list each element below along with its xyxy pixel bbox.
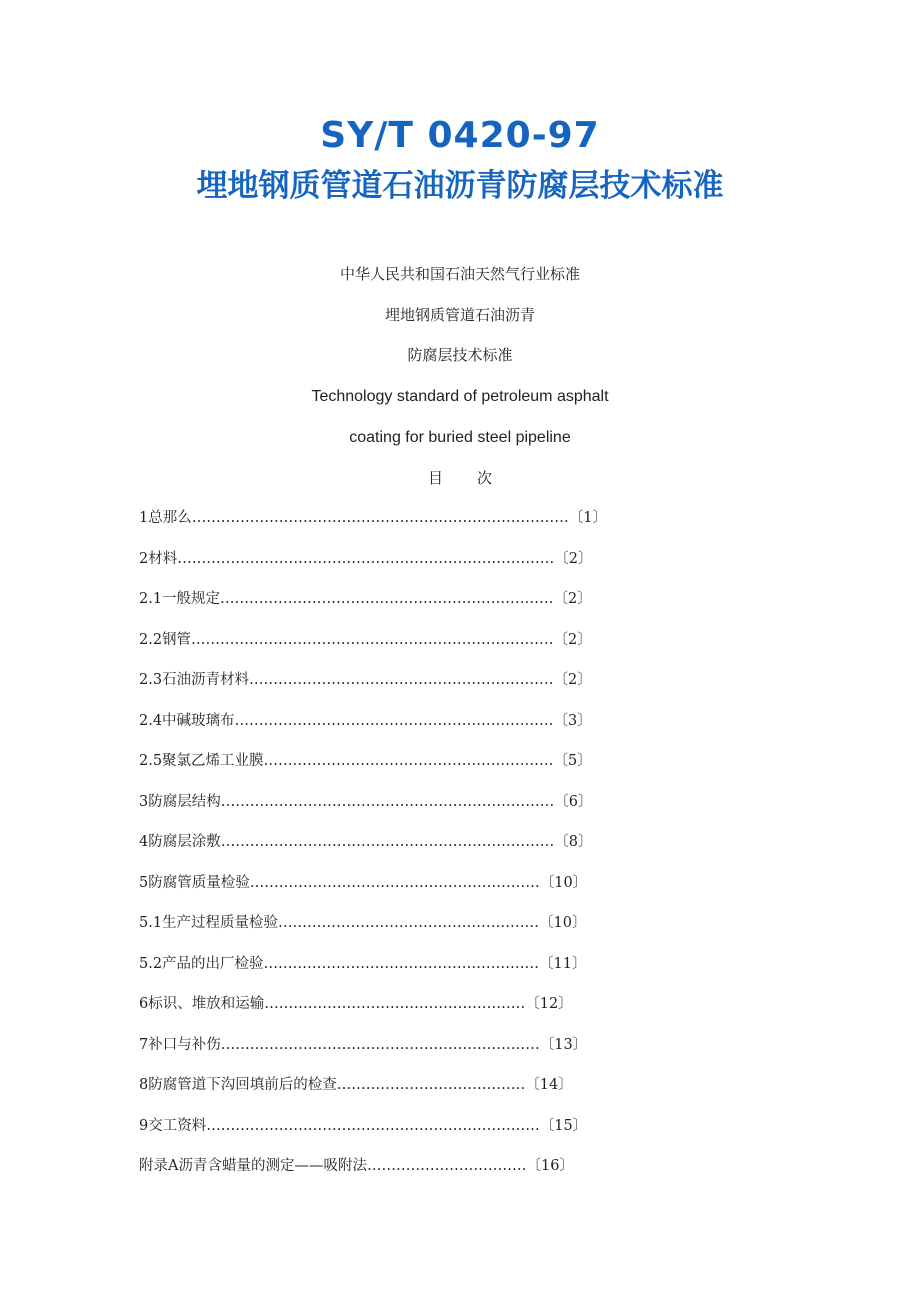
toc-entry[interactable]: 1总那么……………………………………………………………………〔1〕: [139, 510, 607, 526]
subtitle-line-1: 中华人民共和国石油天然气行业标准: [339, 265, 580, 283]
toc-entry[interactable]: 附录A沥青含蜡量的测定——吸附法……………………………〔16〕: [139, 1158, 574, 1174]
toc-entry[interactable]: 9交工资料……………………………………………………………〔15〕: [139, 1117, 588, 1134]
toc-entry[interactable]: 6标识、堆放和运输………………………………………………〔12〕: [139, 996, 573, 1012]
toc-entry[interactable]: 2.2钢管…………………………………………………………………〔2〕: [139, 631, 592, 648]
toc-entry[interactable]: 5.2产品的出厂检验…………………………………………………〔11〕: [139, 955, 587, 972]
toc-heading-right: 次: [477, 469, 493, 487]
table-of-contents: [139, 507, 659, 1196]
english-title-line-1: Technology standard of petroleum asphalt: [311, 388, 609, 405]
toc-entry[interactable]: 2.3石油沥青材料………………………………………………………〔2〕: [139, 672, 592, 688]
standard-code: SY/T 0420-97: [320, 115, 600, 156]
document-title: [0, 112, 920, 208]
toc-heading-left: 目: [427, 469, 443, 487]
toc-heading: [0, 467, 920, 489]
toc-entry[interactable]: 8防腐管道下沟回填前后的检查…………………………………〔14〕: [139, 1077, 573, 1093]
toc-entry[interactable]: 5防腐管质量检验……………………………………………………〔10〕: [139, 874, 588, 891]
toc-entry[interactable]: 2材料……………………………………………………………………〔2〕: [139, 550, 593, 567]
toc-entry[interactable]: 7补口与补伤…………………………………………………………〔13〕: [139, 1036, 588, 1053]
standard-name: 埋地钢质管道石油沥青防腐层技术标准: [196, 168, 724, 204]
toc-entry[interactable]: 4防腐层涂敷……………………………………………………………〔8〕: [139, 834, 593, 850]
toc-entry[interactable]: 2.4中碱玻璃布…………………………………………………………〔3〕: [139, 712, 592, 729]
subtitle-line-2: 埋地钢质管道石油沥青: [384, 306, 535, 324]
toc-entry[interactable]: 3防腐层结构……………………………………………………………〔6〕: [139, 793, 593, 810]
subtitle-line-3: 防腐层技术标准: [407, 346, 513, 364]
toc-entry[interactable]: 2.5聚氯乙烯工业膜……………………………………………………〔5〕: [139, 753, 592, 769]
toc-entry[interactable]: 2.1一般规定……………………………………………………………〔2〕: [139, 591, 592, 607]
toc-entry[interactable]: 5.1生产过程质量检验………………………………………………〔10〕: [139, 915, 587, 931]
english-title-line-2: coating for buried steel pipeline: [349, 429, 571, 446]
